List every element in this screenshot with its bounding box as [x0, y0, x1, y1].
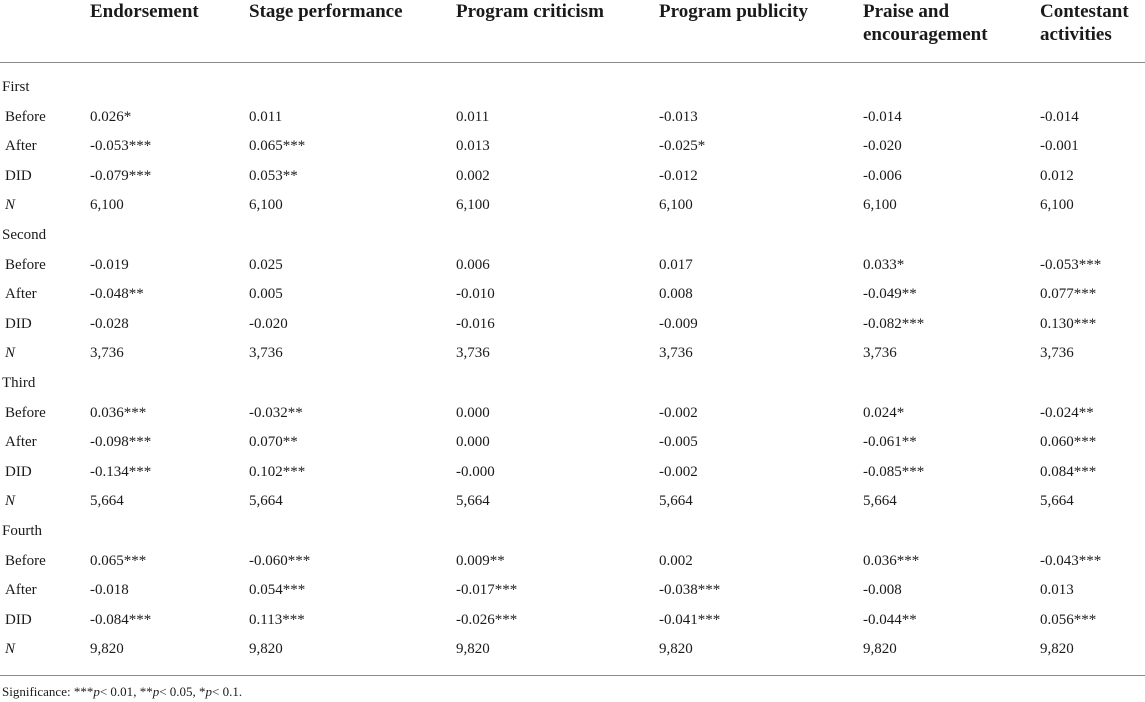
table-cell: 0.017 [659, 256, 693, 273]
table-cell: 6,100 [90, 197, 124, 214]
table-cell: 0.000 [456, 404, 490, 421]
table-cell: 0.013 [456, 138, 490, 155]
table-cell: 9,820 [456, 641, 490, 658]
row-label: After [5, 434, 37, 451]
table-cell: -0.044** [863, 611, 917, 628]
table-cell: 3,736 [90, 345, 124, 362]
table-cell: -0.019 [90, 256, 129, 273]
table-cell: 6,100 [1040, 197, 1074, 214]
table-bottom-rule [0, 675, 1145, 676]
table-row [0, 399, 1145, 429]
row-label: DID [5, 315, 32, 332]
table-row [0, 606, 1145, 636]
header-praise-encouragement: Praise and encouragement [863, 1, 988, 45]
group-row [0, 221, 1145, 251]
row-label: Before [5, 108, 46, 125]
table-cell: -0.053*** [90, 138, 152, 155]
row-label: N [5, 197, 16, 214]
table-cell: -0.134*** [90, 463, 152, 480]
table-cell: -0.060*** [249, 552, 311, 569]
table-cell: 3,736 [659, 345, 693, 362]
row-label: After [5, 286, 37, 303]
table-cell: 0.033* [863, 256, 905, 273]
group-row [0, 369, 1145, 399]
note-p: p [152, 684, 160, 699]
note-p: p [93, 684, 100, 699]
table-cell: 0.024* [863, 404, 905, 421]
table-cell: -0.082*** [863, 315, 925, 332]
row-label: DID [5, 463, 32, 480]
note-threshold: < 0.01 [99, 684, 134, 699]
table-cell: -0.098*** [90, 434, 152, 451]
header-stage-performance: Stage performance [249, 1, 403, 22]
row-label: N [5, 641, 16, 658]
table-cell: -0.002 [659, 404, 698, 421]
table-cell: -0.026*** [456, 611, 518, 628]
table-cell: 5,664 [863, 493, 897, 510]
table-header [0, 0, 1145, 63]
table-cell: -0.010 [456, 286, 495, 303]
table-cell: 9,820 [863, 641, 897, 658]
note-threshold: < 0.1. [212, 684, 243, 699]
table-row [0, 162, 1145, 192]
table-cell: 0.012 [1040, 167, 1074, 184]
group-label: Fourth [2, 522, 43, 539]
table-cell: 3,736 [863, 345, 897, 362]
table-cell: 0.011 [249, 108, 283, 125]
table-cell: 0.002 [659, 552, 693, 569]
table-cell: 5,664 [1040, 493, 1074, 510]
table-row [0, 547, 1145, 577]
table-cell: 0.000 [456, 434, 490, 451]
table-cell: 0.065*** [249, 138, 306, 155]
row-label: After [5, 138, 37, 155]
note-stars: * [199, 684, 206, 699]
table-cell: 0.056*** [1040, 611, 1097, 628]
table-cell: -0.024** [1040, 404, 1094, 421]
table-row [0, 310, 1145, 340]
table-cell: -0.032** [249, 404, 303, 421]
table-cell: 0.070** [249, 434, 298, 451]
table-cell: -0.002 [659, 463, 698, 480]
table-cell: 0.008 [659, 286, 693, 303]
table-row [0, 576, 1145, 606]
table-cell: 5,664 [456, 493, 490, 510]
row-label: N [5, 493, 16, 510]
table-cell: 6,100 [456, 197, 490, 214]
table-cell: 0.026* [90, 108, 132, 125]
table-cell: -0.012 [659, 167, 698, 184]
table-cell: -0.017*** [456, 582, 518, 599]
row-label: After [5, 582, 37, 599]
group-row [0, 73, 1145, 103]
row-label: Before [5, 552, 46, 569]
table-cell: -0.000 [456, 463, 495, 480]
row-label: N [5, 345, 16, 362]
table-cell: 9,820 [249, 641, 283, 658]
row-label: Before [5, 256, 46, 273]
table-cell: 5,664 [249, 493, 283, 510]
table-cell: 0.113*** [249, 611, 305, 628]
row-label: DID [5, 611, 32, 628]
table-cell: -0.048** [90, 286, 144, 303]
header-endorsement: Endorsement [90, 1, 199, 22]
table-cell: 0.013 [1040, 582, 1074, 599]
table-cell: -0.016 [456, 315, 495, 332]
table-cell: -0.085*** [863, 463, 925, 480]
table-body [0, 73, 1145, 665]
table-row [0, 103, 1145, 133]
table-cell: -0.014 [1040, 108, 1079, 125]
table-cell: 9,820 [659, 641, 693, 658]
table-cell: 3,736 [1040, 345, 1074, 362]
note-threshold: < 0.05 [159, 684, 193, 699]
note-stars: ** [139, 684, 153, 699]
table-cell: 0.002 [456, 167, 490, 184]
significance-note: Significance: ***p< 0.01, **p< 0.05, *p< 0.1. [2, 684, 243, 699]
table-cell: 3,736 [456, 345, 490, 362]
header-program-publicity: Program publicity [659, 1, 809, 22]
table-cell: -0.018 [90, 582, 129, 599]
table-cell: 3,736 [249, 345, 283, 362]
table-cell: -0.043*** [1040, 552, 1102, 569]
table-row [0, 635, 1145, 665]
table-cell: 6,100 [863, 197, 897, 214]
table-cell: 0.025 [249, 256, 283, 273]
header-contestant-activities: Contestant activities [1040, 1, 1129, 45]
header-program-criticism: Program criticism [456, 1, 604, 22]
table-cell: 5,664 [90, 493, 124, 510]
table-cell: 6,100 [659, 197, 693, 214]
table-row [0, 339, 1145, 369]
table-cell: 0.005 [249, 286, 283, 303]
row-label: Before [5, 404, 46, 421]
table-cell: 0.130*** [1040, 315, 1097, 332]
table-cell: -0.049** [863, 286, 917, 303]
table-cell: 0.036*** [863, 552, 920, 569]
table-cell: -0.014 [863, 108, 902, 125]
group-label: Third [2, 374, 36, 391]
table-cell: -0.006 [863, 167, 902, 184]
table-cell: 0.011 [456, 108, 490, 125]
table-cell: 0.036*** [90, 404, 147, 421]
table-cell: -0.061** [863, 434, 917, 451]
group-label: First [2, 79, 30, 95]
table-cell: -0.028 [90, 315, 129, 332]
group-row [0, 517, 1145, 547]
table-cell: -0.020 [863, 138, 902, 155]
table-cell: -0.020 [249, 315, 288, 332]
table-cell: 0.077*** [1040, 286, 1097, 303]
table-cell: -0.079*** [90, 167, 152, 184]
table-row [0, 280, 1145, 310]
table-cell: 0.006 [456, 256, 490, 273]
table-cell: -0.013 [659, 108, 698, 125]
table-cell: 6,100 [249, 197, 283, 214]
table-cell: 0.084*** [1040, 463, 1097, 480]
table-cell: -0.025* [659, 138, 706, 155]
table-cell: 9,820 [90, 641, 124, 658]
group-label: Second [2, 226, 47, 243]
table-row [0, 487, 1145, 517]
note-stars: *** [73, 684, 94, 699]
table-cell: 0.060*** [1040, 434, 1097, 451]
row-label: DID [5, 167, 32, 184]
table-cell: 0.102*** [249, 463, 306, 480]
table-row [0, 428, 1145, 458]
table-cell: 0.053** [249, 167, 298, 184]
table-cell: -0.001 [1040, 138, 1079, 155]
note-p: p [205, 684, 213, 699]
note-prefix: Significance: [2, 684, 74, 699]
table-row [0, 191, 1145, 221]
table-cell: 9,820 [1040, 641, 1074, 658]
table-cell: 0.009** [456, 552, 505, 569]
table-cell: 5,664 [659, 493, 693, 510]
table-cell: -0.009 [659, 315, 698, 332]
table-row [0, 458, 1145, 488]
table-cell: -0.084*** [90, 611, 152, 628]
table-cell: 0.065*** [90, 552, 147, 569]
table-row [0, 132, 1145, 162]
table-cell: -0.038*** [659, 582, 721, 599]
table-cell: -0.041*** [659, 611, 721, 628]
table-row [0, 251, 1145, 281]
table-cell: 0.054*** [249, 582, 306, 599]
table-cell: -0.053*** [1040, 256, 1102, 273]
table-cell: -0.005 [659, 434, 698, 451]
table-cell: -0.008 [863, 582, 902, 599]
